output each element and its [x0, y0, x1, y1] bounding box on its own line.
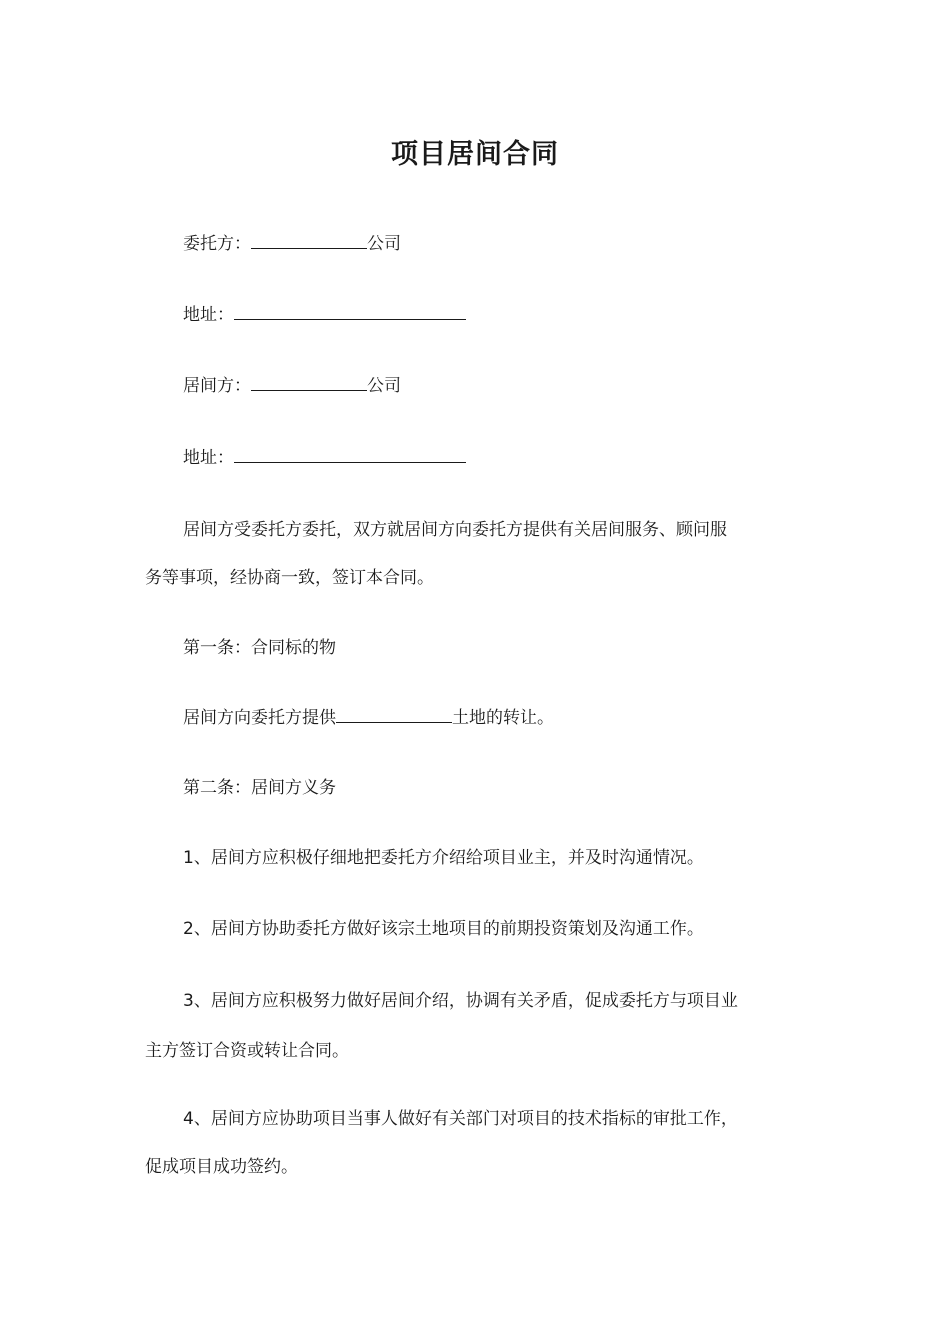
article2-item-4-line-1: 4、居间方应协助项目当事人做好有关部门对项目的技术指标的审批工作，	[183, 1109, 738, 1129]
article2-item-4-line-2: 促成项目成功签约。	[145, 1157, 298, 1177]
article2-item-3-line-1: 3、居间方应积极努力做好居间介绍，协调有关矛盾，促成委托方与项目业	[183, 991, 738, 1011]
principal-address-blank	[234, 303, 466, 320]
intermediary-address-line	[183, 446, 466, 469]
principal-address-line	[183, 303, 466, 326]
document-title: 项目居间合同	[391, 139, 559, 170]
address-label: 地址：	[183, 305, 234, 325]
intermediary-blank	[251, 374, 367, 391]
article1-body	[183, 706, 554, 729]
article2-item-1: 1、居间方应积极仔细地把委托方介绍给项目业主，并及时沟通情况。	[183, 848, 704, 868]
intermediary-label: 居间方：	[183, 376, 251, 396]
intermediary-address-blank	[234, 446, 466, 463]
intermediary-suffix: 公司	[367, 376, 401, 396]
principal-label: 委托方：	[183, 234, 251, 254]
article1-prefix: 居间方向委托方提供	[183, 708, 336, 728]
article2-item-2: 2、居间方协助委托方做好该宗土地项目的前期投资策划及沟通工作。	[183, 919, 704, 939]
article1-suffix: 土地的转让。	[452, 708, 554, 728]
principal-line	[183, 232, 401, 255]
article1-blank	[336, 706, 452, 723]
intro-line-1: 居间方受委托方委托，双方就居间方向委托方提供有关居间服务、顾问服	[183, 520, 727, 540]
address-label: 地址：	[183, 448, 234, 468]
article1-heading: 第一条：合同标的物	[183, 638, 336, 658]
article2-item-3-line-2: 主方签订合资或转让合同。	[145, 1041, 349, 1061]
intro-line-2: 务等事项，经协商一致，签订本合同。	[145, 568, 434, 588]
principal-blank	[251, 232, 367, 249]
article2-heading: 第二条：居间方义务	[183, 778, 336, 798]
intermediary-line	[183, 374, 401, 397]
principal-suffix: 公司	[367, 234, 401, 254]
